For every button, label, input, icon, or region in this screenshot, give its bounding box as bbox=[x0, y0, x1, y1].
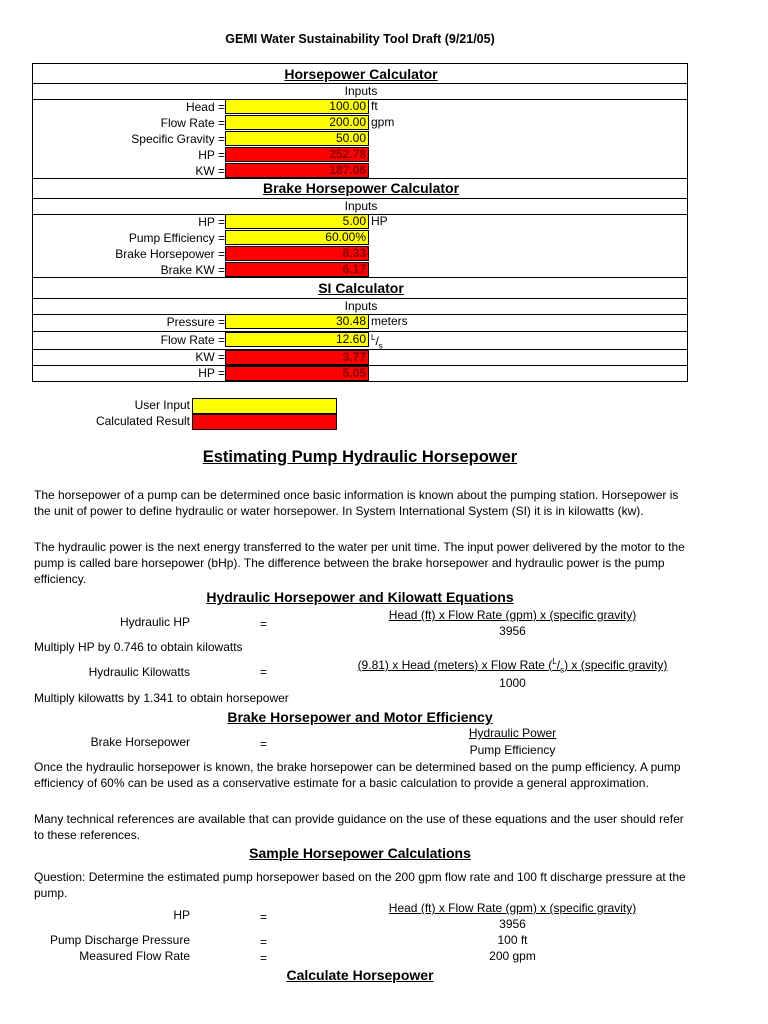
hydraulic-hp-label: Hydraulic HP bbox=[119, 615, 190, 629]
brake-hp-denominator: Pump Efficiency bbox=[469, 743, 556, 757]
si-calculator-title: SI Calculator bbox=[318, 280, 404, 296]
hp-gravity-input[interactable]: 50.00 bbox=[225, 131, 369, 146]
brake-kw-value: 6.17 bbox=[225, 262, 369, 277]
discharge-pressure-equals: = bbox=[260, 935, 268, 949]
measured-flow-equals: = bbox=[260, 951, 268, 965]
brake-hp-value: 8.33 bbox=[225, 246, 369, 261]
si-kw-value: 3.77 bbox=[225, 350, 369, 365]
bhp-hp-label: HP = bbox=[198, 215, 225, 229]
sample-hp-equals: = bbox=[260, 910, 268, 924]
bhp-inputs-label: Inputs bbox=[344, 199, 378, 213]
hp-gravity-label: Specific Gravity = bbox=[131, 132, 225, 146]
sample-hp-label: HP bbox=[173, 908, 190, 922]
brake-heading: Brake Horsepower and Motor Efficiency bbox=[227, 709, 493, 725]
hp-result-label: HP = bbox=[198, 148, 225, 162]
hp-flow-input[interactable]: 200.00 bbox=[225, 115, 369, 130]
bhp-hp-input[interactable]: 5.00 bbox=[225, 214, 369, 229]
bhp-calculator-title: Brake Horsepower Calculator bbox=[262, 180, 460, 196]
equations-heading: Hydraulic Horsepower and Kilowatt Equations bbox=[206, 589, 514, 605]
si-inputs-label: Inputs bbox=[344, 299, 378, 313]
legend-calculated-label: Calculated Result bbox=[95, 414, 190, 428]
hp-head-unit: ft bbox=[371, 99, 378, 113]
divider bbox=[33, 277, 687, 278]
pump-efficiency-label: Pump Efficiency = bbox=[128, 231, 225, 245]
brake-hp-label: Brake Horsepower = bbox=[115, 247, 225, 261]
hp-to-kw-note: Multiply HP by 0.746 to obtain kilowatts bbox=[34, 640, 243, 654]
si-pressure-unit: meters bbox=[371, 314, 408, 328]
hydraulic-hp-equals: = bbox=[260, 617, 268, 631]
hydraulic-kw-label: Hydraulic Kilowatts bbox=[88, 665, 190, 679]
si-flow-unit: $^L/_s$ bbox=[371, 333, 383, 351]
sample-heading: Sample Horsepower Calculations bbox=[249, 845, 471, 861]
divider bbox=[33, 178, 687, 179]
discharge-pressure-label: Pump Discharge Pressure bbox=[49, 933, 190, 947]
legend-user-input-label: User Input bbox=[134, 398, 190, 412]
si-flow-label: Flow Rate = bbox=[160, 333, 225, 347]
si-hp-label: HP = bbox=[198, 366, 225, 380]
brake-hp-equals: = bbox=[260, 737, 268, 751]
calculator-panel bbox=[32, 63, 688, 382]
document-title: GEMI Water Sustainability Tool Draft (9/21/05) bbox=[225, 32, 495, 46]
hp-result-value: 252.78 bbox=[225, 147, 369, 162]
discharge-pressure-value: 100 ft bbox=[497, 933, 528, 947]
sample-hp-denominator: 3956 bbox=[499, 917, 526, 931]
hp-head-label: Head = bbox=[185, 100, 225, 114]
si-flow-input[interactable]: 12.60 bbox=[225, 332, 369, 347]
sample-hp-numerator: Head (ft) x Flow Rate (gpm) x (specific gravity) bbox=[388, 901, 637, 915]
hp-calculator-title: Horsepower Calculator bbox=[284, 66, 438, 82]
intro-paragraph-2: The hydraulic power is the next energy transferred to the water per unit time. The input power delivered by the motor to the pump is called bare horsepower (bHp). The difference between the brake horsepower and hydraulic power is the pump efficiency. bbox=[34, 540, 685, 586]
efficiency-paragraph: Once the hydraulic horsepower is known, the brake horsepower can be determined based on the pump efficiency. A pump efficiency of 60% can be used as a conservative estimate for a basic calculation to provide a general approximation. bbox=[34, 760, 681, 790]
legend-user-input-swatch bbox=[192, 398, 337, 414]
hydraulic-kw-equals: = bbox=[260, 665, 268, 679]
hp-inputs-label: Inputs bbox=[344, 84, 378, 98]
hp-head-input[interactable]: 100.00 bbox=[225, 99, 369, 114]
calculate-heading: Calculate Horsepower bbox=[286, 967, 434, 983]
kw-result-value: 187.06 bbox=[225, 163, 369, 178]
hp-flow-label: Flow Rate = bbox=[160, 116, 225, 130]
si-pressure-input[interactable]: 30.48 bbox=[225, 314, 369, 329]
si-kw-label: KW = bbox=[195, 350, 225, 364]
references-paragraph: Many technical references are available that can provide guidance on the use of these equations and the user should refer to these references. bbox=[34, 812, 684, 842]
hydraulic-hp-denominator: 3956 bbox=[499, 624, 526, 638]
measured-flow-label: Measured Flow Rate bbox=[79, 949, 190, 963]
measured-flow-value: 200 gpm bbox=[489, 949, 536, 963]
kw-to-hp-note: Multiply kilowatts by 1.341 to obtain horsepower bbox=[34, 691, 289, 705]
hydraulic-kw-numerator: (9.81) x Head (meters) x Flow Rate $(^L/_s)$ x (specific gravity) bbox=[357, 657, 668, 675]
hp-flow-unit: gpm bbox=[371, 115, 395, 129]
si-pressure-label: Pressure = bbox=[166, 315, 225, 329]
brake-hp-numerator: Hydraulic Power bbox=[468, 726, 557, 740]
pump-efficiency-input[interactable]: 60.00% bbox=[225, 230, 369, 245]
si-hp-value: 5.05 bbox=[225, 366, 369, 381]
sample-question: Question: Determine the estimated pump horsepower based on the 200 gpm flow rate and 100 ft discharge pressure at the pump. bbox=[34, 870, 686, 900]
intro-paragraph-1: The horsepower of a pump can be determined once basic information is known about the pumping station. Horsepower is the unit of power to define hydraulic or water horsepower. In System International System (SI) it is in kilowatts (kw). bbox=[34, 488, 679, 518]
legend-calculated-swatch bbox=[192, 414, 337, 430]
main-heading: Estimating Pump Hydraulic Horsepower bbox=[202, 448, 518, 466]
kw-result-label: KW = bbox=[195, 164, 225, 178]
brake-hp-eq-label: Brake Horsepower bbox=[90, 735, 190, 749]
brake-kw-label: Brake KW = bbox=[160, 263, 225, 277]
hydraulic-hp-numerator: Head (ft) x Flow Rate (gpm) x (specific gravity) bbox=[388, 608, 637, 622]
hydraulic-kw-denominator: 1000 bbox=[499, 676, 526, 690]
bhp-hp-unit: HP bbox=[371, 214, 388, 228]
